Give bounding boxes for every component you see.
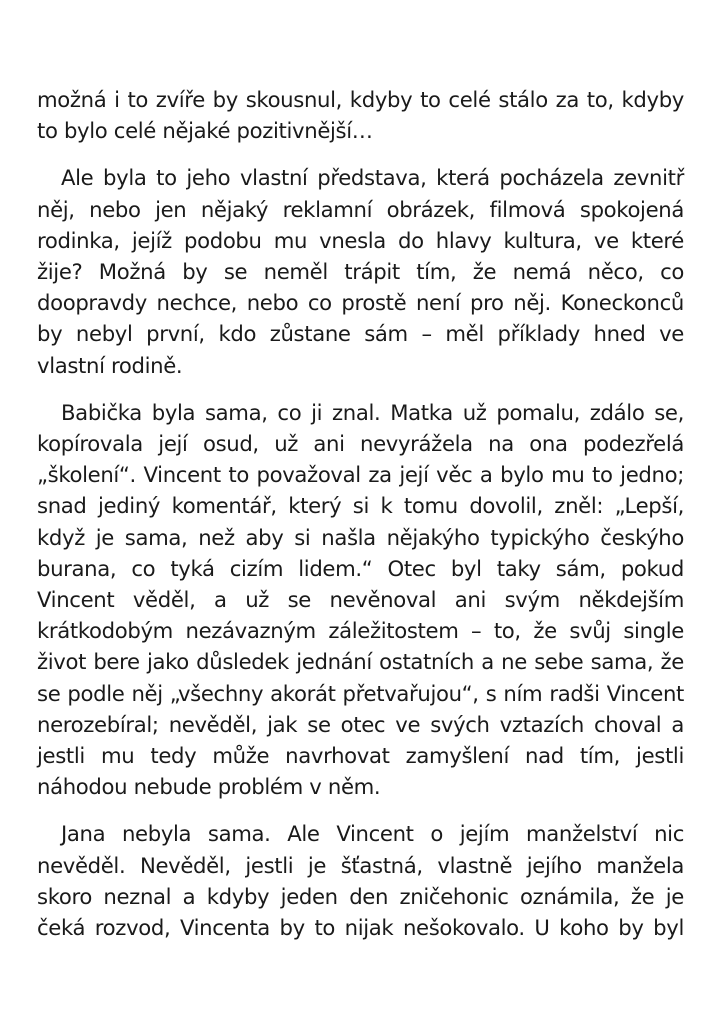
paragraph-jana: Jana nebyla sama. Ale Vincent o jejím manželství nic nevěděl. Nevěděl, jestli je šťastná, vlastně jejího manžela skoro neznal a kdyby jeden den zničehonic oznámila, že je čeká rozvod, Vincenta by to nijak nešokovalo. U koho by byl bbox=[37, 821, 684, 941]
paragraph-continuation: možná i to zvíře by skousnul, kdyby to celé stálo za to, kdyby to bylo celé nějaké pozitivnější… bbox=[37, 87, 684, 144]
paragraph-imagination: Ale byla to jeho vlastní představa, která pocházela zevnitř něj, nebo jen nějaký reklamní obrázek, filmová spokojená rodinka, jejíž podobu mu vnesla do hlavy kultura, ve které žije? Možná by se neměl trápit tím, že nemá něco, co doopravdy nechce, nebo co prostě není pro něj. Koneckonců by nebyl první, kdo zůstane sám – měl příklady hned ve vlastní rodině. bbox=[37, 165, 684, 378]
book-page bbox=[37, 84, 684, 959]
paragraph-family: Babička byla sama, co ji znal. Matka už pomalu, zdálo se, kopírovala její osud, už ani nevyrážela na ona podezřelá „školení“. Vincent to považoval za její věc a bylo mu to jedno; snad jediný komentář, který si k tomu dovolil, zněl: „Lepší, když je sama, než aby si našla nějakýho typickýho českýho burana, co tyká cizím lidem.“ Otec byl taky sám, pokud Vincent věděl, a už se nevěnoval ani svým někdejším krátkodobým nezávazným záležitostem – to, že svůj single život bere jako důsledek jednání ostatních a ne sebe sama, že se podle něj „všechny akorát přetvařujou“, s ním radši Vincent nerozebíral; nevěděl, jak se otec ve svých vztazích choval a jestli mu tedy může navrhovat zamyšlení nad tím, jestli náhodou nebude problém v něm. bbox=[37, 399, 684, 800]
